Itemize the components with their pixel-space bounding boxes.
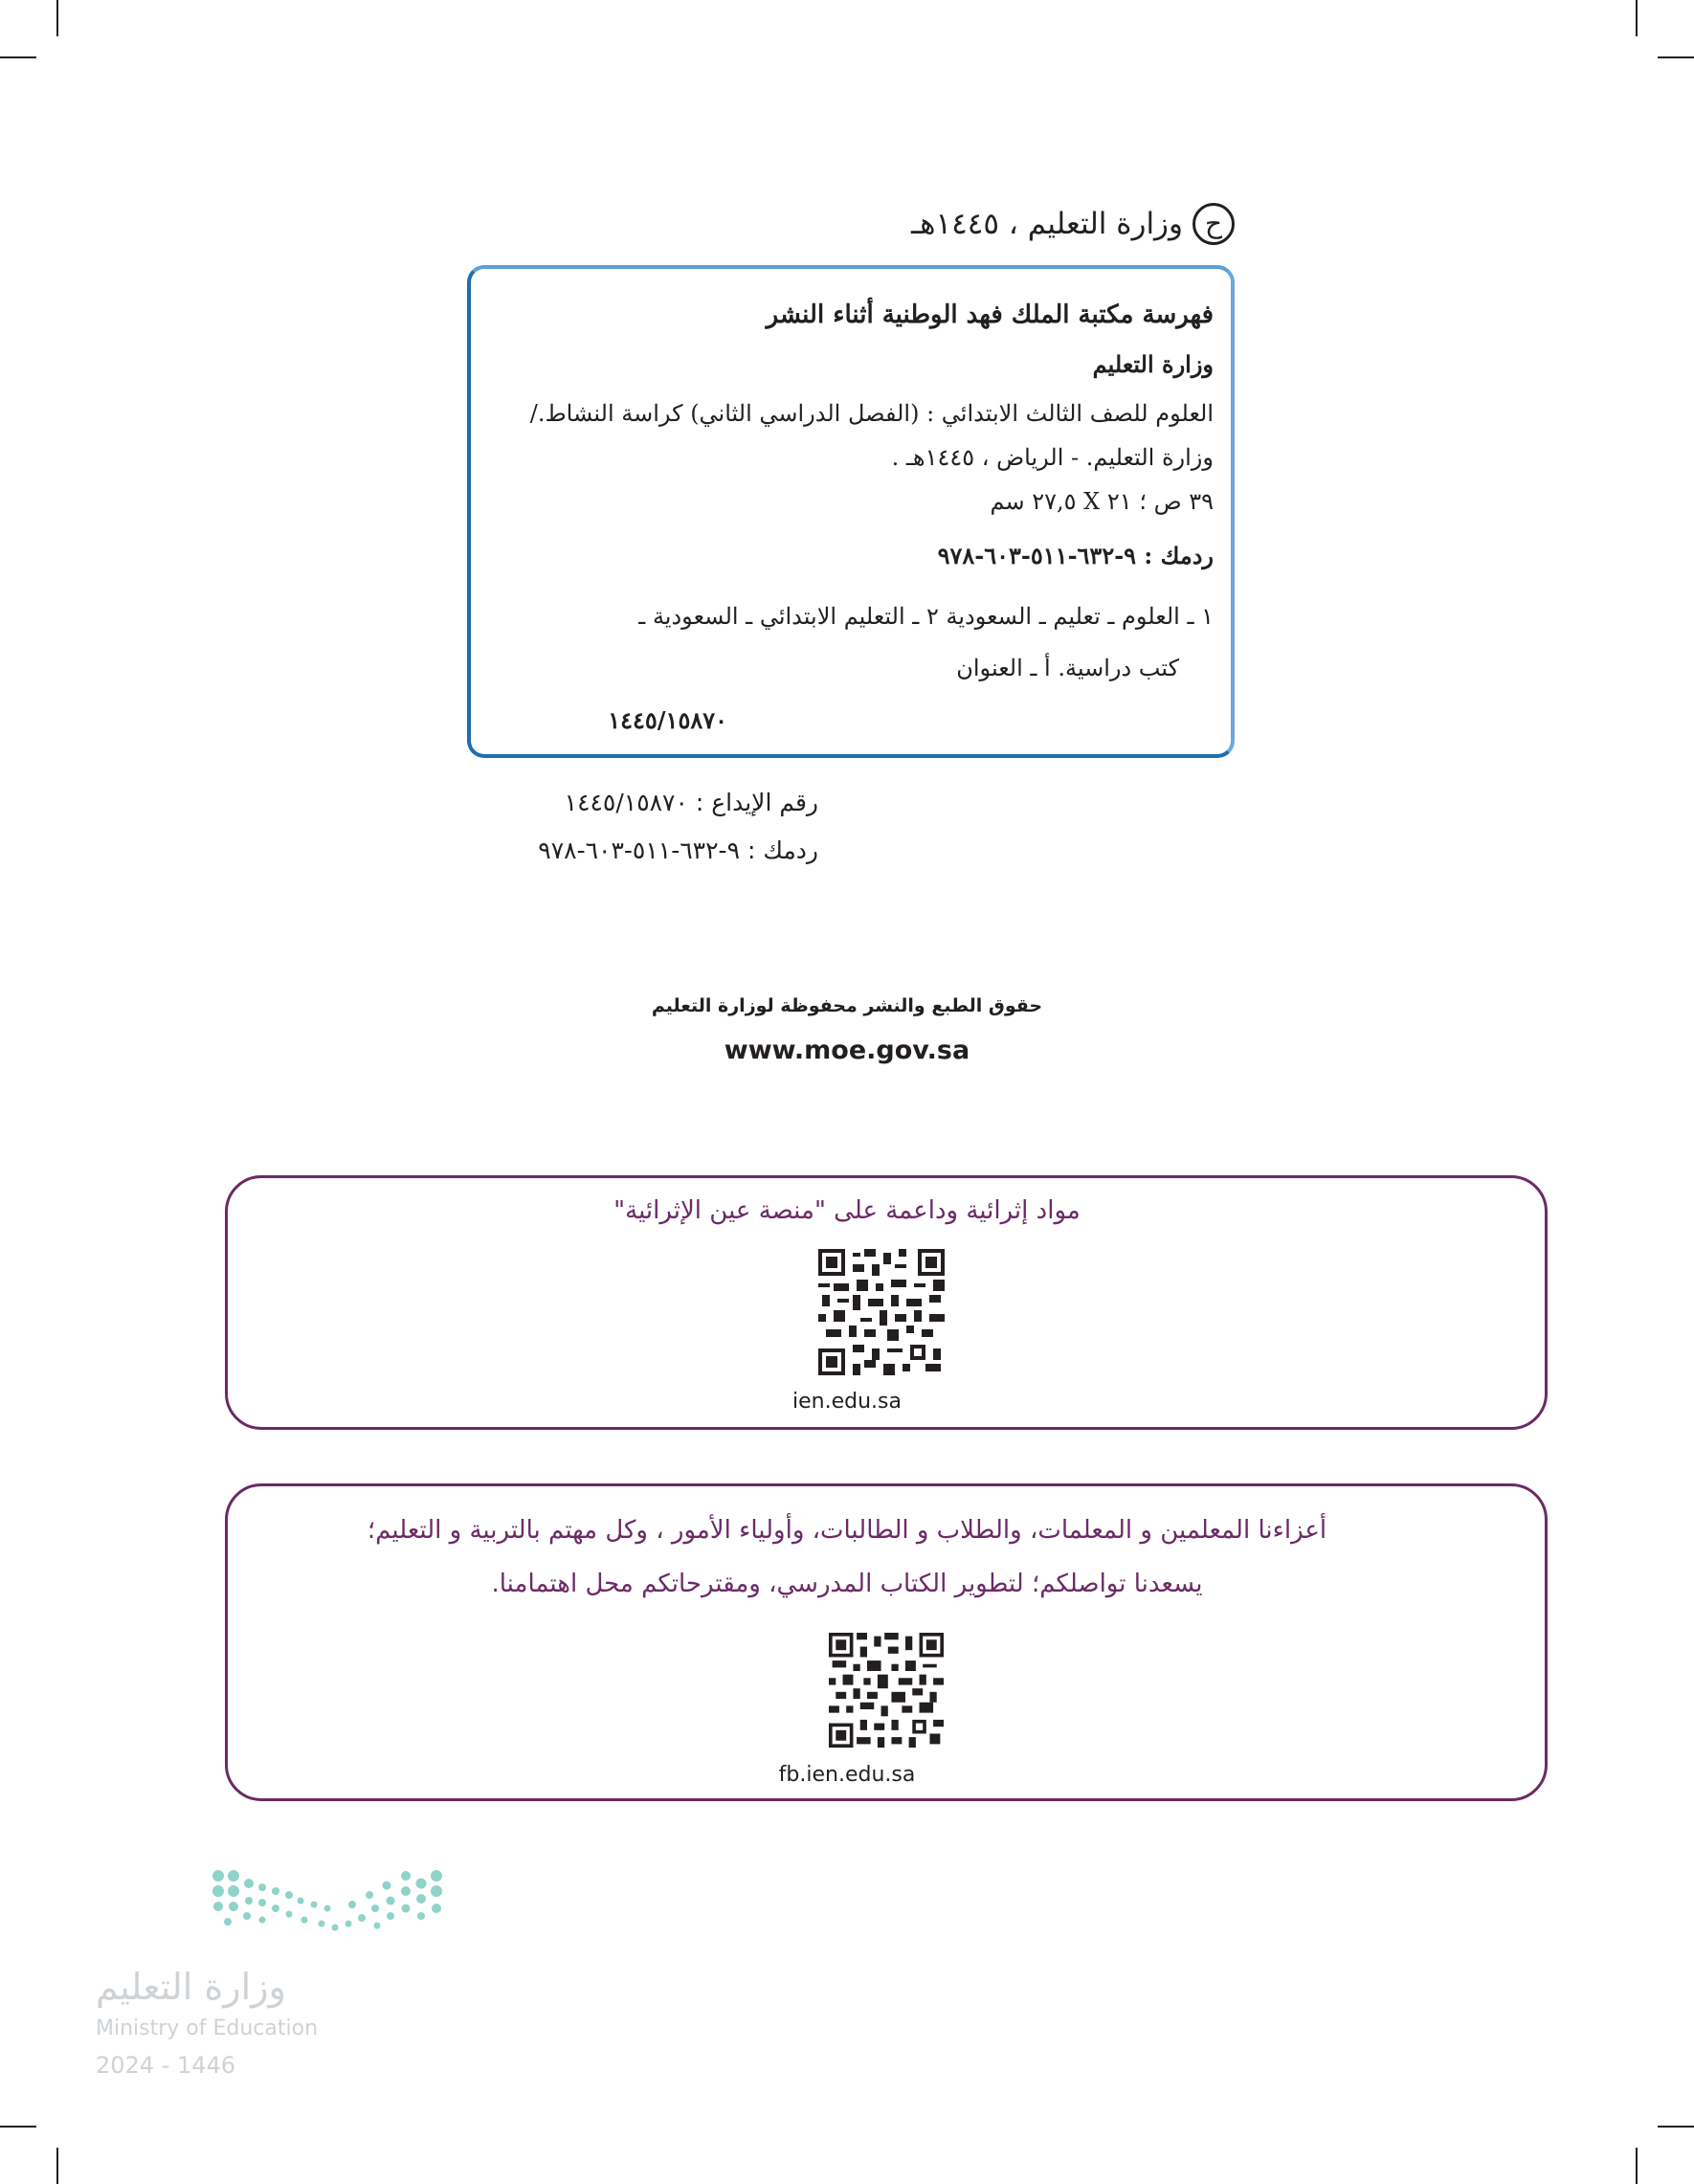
cip-description-line3: ٣٩ ص ؛ ٢١ X ٢٧,٥ سم [990, 488, 1214, 515]
ministry-logo-english: Ministry of Education [96, 2017, 319, 2040]
cip-classification: ١٤٤٥/١٥٨٧٠ [608, 706, 727, 734]
crop-mark [1636, 2148, 1638, 2184]
crop-mark [1636, 0, 1638, 36]
ien-qr-code[interactable] [818, 1249, 945, 1375]
ministry-logo-year: 2024 - 1446 [96, 2052, 236, 2079]
crop-mark [1658, 56, 1694, 58]
cip-title: فهرسة مكتبة الملك فهد الوطنية أثناء النشر [766, 301, 1214, 329]
cip-author: وزارة التعليم [1092, 350, 1214, 378]
ien-url[interactable]: ien.edu.sa [792, 1390, 902, 1414]
crop-mark [0, 2126, 36, 2128]
deposit-number: رقم الإيداع : ١٤٤٥/١٥٨٧٠ [564, 789, 818, 816]
copyright-line [565, 203, 1235, 245]
ministry-website[interactable]: www.moe.gov.sa [724, 1036, 970, 1065]
ministry-logo-dots [209, 1866, 448, 1952]
crop-mark [0, 56, 36, 58]
copyright-symbol: ح [1192, 203, 1235, 245]
feedback-line1: أعزاءنا المعلمين و المعلمات، والطلاب و الطالبات، وأولياء الأمور ، وكل مهتم بالتربية و التعليم؛ [367, 1516, 1327, 1545]
feedback-line2: يسعدنا تواصلكم؛ لتطوير الكتاب المدرسي، ومقترحاتكم محل اهتمامنا. [491, 1570, 1203, 1598]
ministry-logo-arabic: وزارة التعليم [96, 1966, 286, 2008]
copyright-text: وزارة التعليم ، ١٤٤٥هـ [911, 207, 1183, 241]
rights-notice: حقوق الطبع والنشر محفوظة لوزارة التعليم [651, 995, 1043, 1016]
ien-caption: مواد إثرائية وداعمة على "منصة عين الإثرائية" [613, 1196, 1081, 1225]
cip-description-line1: العلوم للصف الثالث الابتدائي : (الفصل الدراسي الثاني) كراسة النشاط./ [529, 400, 1214, 427]
cip-subjects-line2: كتب دراسية. أ ـ العنوان [956, 655, 1179, 681]
crop-mark [56, 0, 58, 36]
cip-subjects-line1: ١ ـ العلوم ـ تعليم ـ السعودية ٢ ـ التعليم الابتدائي ـ السعودية ـ [638, 603, 1214, 630]
deposit-isbn: ردمك : ٩-٦٣٢-٥١١-٦٠٣-٩٧٨ [538, 836, 818, 864]
cip-description-line2: وزارة التعليم. - الرياض ، ١٤٤٥هـ . [891, 444, 1214, 471]
crop-mark [1658, 2126, 1694, 2128]
cip-isbn: ردمك : ٩-٦٣٢-٥١١-٦٠٣-٩٧٨ [937, 542, 1214, 569]
feedback-url[interactable]: fb.ien.edu.sa [778, 1763, 916, 1787]
crop-mark [56, 2148, 58, 2184]
feedback-qr-code[interactable] [829, 1633, 944, 1748]
